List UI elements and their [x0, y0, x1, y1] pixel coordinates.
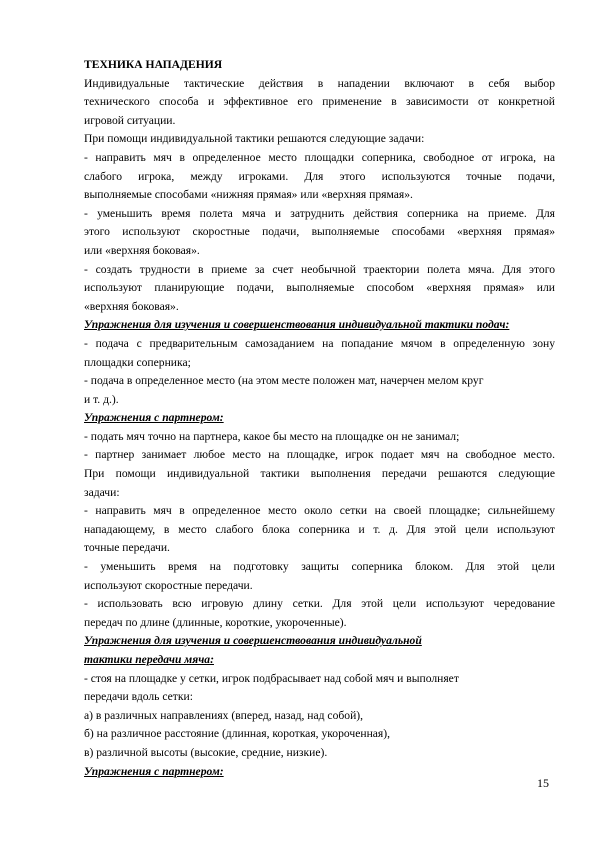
text-line: - стоя на площадке у сетки, игрок подбрасывает над собой мяч и выполняет [84, 671, 459, 685]
exercise-heading: Упражнения с партнером: [84, 764, 224, 778]
text-line: передачи вдоль сетки: [84, 690, 193, 704]
exercise-heading: Упражнения с партнером: [84, 411, 224, 425]
text-line: используют скоростные передачи. [84, 578, 253, 592]
text-line: б) на различное расстояние (длинная, короткая, укороченная), [84, 727, 391, 741]
document-page [84, 56, 555, 781]
text-line: - направить мяч в определенное место площадки соперника, свободное от игрока, на [84, 150, 555, 164]
text-line: - подача в определенное место (на этом месте положен мат, начерчен мелом круг [84, 374, 484, 388]
text-line: При помощи индивидуальной тактики выполнения передачи решаются следующие [84, 467, 555, 481]
text-line: или «верхняя боковая». [84, 243, 200, 257]
text-line: этого используют скоростные подачи, выполняемые способами «верхняя прямая» [84, 225, 555, 239]
exercise-heading: тактики передачи мяча: [84, 653, 214, 666]
text-line: - уменьшить время полета мяча и затруднить действия соперника на приеме. Для [84, 206, 555, 220]
text-line: - уменьшить время на подготовку защиты соперника блоком. Для этой цели [84, 560, 555, 574]
text-line: передач по длине (длинные, короткие, укороченные). [84, 615, 347, 629]
page-number: 15 [537, 776, 549, 790]
text-line: задачи: [84, 485, 120, 499]
text-line: Индивидуальные тактические действия в нападении включают в себя выбор [84, 76, 555, 90]
text-line: слабого игрока, между игроками. Для этого используются точные подачи, [84, 169, 555, 183]
text-line: используют планирующие подачи, выполняемые способом «верхняя прямая» или [84, 281, 555, 295]
text-line: и т. д.). [84, 392, 119, 406]
exercise-heading: Упражнения для изучения и совершенствования индивидуальной [84, 634, 422, 648]
exercise-heading: Упражнения для изучения и совершенствования индивидуальной тактики подач: [84, 318, 510, 332]
text-line: в) различной высоты (высокие, средние, низкие). [84, 745, 328, 759]
text-line: - партнер занимает любое место на площадке, игрок подает мяч на свободное место. [84, 448, 555, 462]
text-line: а) в различных направлениях (вперед, назад, над собой), [84, 708, 364, 722]
text-line: точные передачи. [84, 541, 170, 555]
text-line: - подача с предварительным самозаданием на попадание мячом в определенную зону [84, 336, 555, 350]
text-line: - создать трудности в приеме за счет необычной траектории полета мяча. Для этого [84, 262, 555, 276]
text-line: нападающему, в место слабого блока соперника и т. д. Для этой цели используют [84, 522, 555, 536]
text-line: «верхняя боковая». [84, 299, 179, 313]
text-line: площадки соперника; [84, 355, 191, 369]
text-line: - использовать всю игровую длину сетки. Для этой цели используют чередование [84, 597, 555, 611]
text-line: При помощи индивидуальной тактики решаются следующие задачи: [84, 132, 425, 146]
text-line: технического способа и эффективное его применение в зависимости от конкретной [84, 95, 555, 109]
page-title: ТЕХНИКА НАПАДЕНИЯ [84, 58, 223, 71]
text-line: игровой ситуации. [84, 113, 176, 127]
text-line: - направить мяч в определенное место около сетки на своей площадке; сильнейшему [84, 504, 555, 518]
text-line: - подать мяч точно на партнера, какое бы место на площадке он не занимал; [84, 429, 460, 443]
text-line: выполняемые способами «нижняя прямая» или «верхняя прямая». [84, 188, 413, 202]
